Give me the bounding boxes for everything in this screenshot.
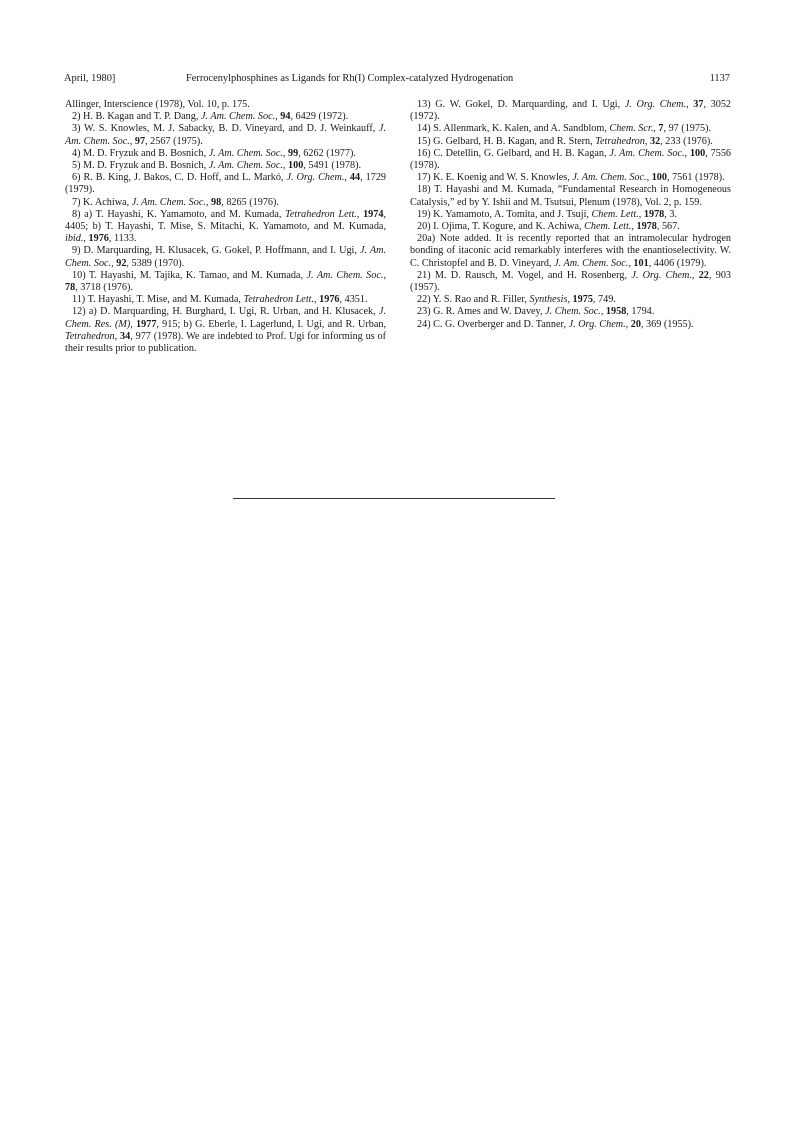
reference-24: 24) C. G. Overberger and D. Tanner, J. Org. Chem., 20, 369 (1955).	[417, 318, 694, 330]
reference-20: 20) I. Ojima, T. Kogure, and K. Achiwa, Chem. Lett., 1978, 567.	[417, 221, 680, 233]
reference-15: 15) G. Gelbard, H. B. Kagan, and R. Stern, Tetrahedron, 32, 233 (1976).	[417, 135, 713, 147]
issue-date: April, 1980]	[64, 73, 116, 84]
references-left-column	[65, 99, 386, 355]
running-header	[64, 73, 730, 89]
reference-4: 4) M. D. Fryzuk and B. Bosnich, J. Am. Chem. Soc., 99, 6262 (1977).	[72, 147, 356, 159]
reference-11: 11) T. Hayashi, T. Mise, and M. Kumada, Tetrahedron Lett., 1976, 4351.	[72, 294, 368, 306]
reference-23: 23) G. R. Ames and W. Davey, J. Chem. Soc., 1958, 1794.	[417, 306, 655, 318]
reference-7: 7) K. Achiwa, J. Am. Chem. Soc., 98, 8265 (1976).	[72, 196, 279, 208]
reference-16: 16) C. Detellin, G. Gelbard, and H. B. Kagan, J. Am. Chem. Soc., 100, 7556 (1978).	[410, 147, 732, 172]
reference-20a: 20a) Note added. It is recently reported that an intramolecular hydrogen bonding of itaconic acid remarkably interferes with the enantioselectivity. W. C. Christopfel and B. D. Vineyard, J. Am. Chem. Soc., 101, 4406 (1979).	[410, 233, 731, 269]
references-right-column	[410, 99, 731, 331]
running-title: Ferrocenylphosphines as Ligands for Rh(I) Complex-catalyzed Hydrogenation	[186, 73, 514, 84]
reference-3: 3) W. S. Knowles, M. J. Sabacky, B. D. Vineyard, and D. J. Weinkauff, J. Am. Chem. Soc., 97, 2567 (1975).	[65, 123, 386, 147]
reference-17: 17) K. E. Koenig and W. S. Knowles, J. Am. Chem. Soc., 100, 7561 (1978).	[417, 172, 725, 184]
reference-2: 2) H. B. Kagan and T. P. Dang, J. Am. Chem. Soc., 94, 6429 (1972).	[72, 111, 349, 123]
reference-19: 19) K. Yamamoto, A. Tomita, and J. Tsuji, Chem. Lett., 1978, 3.	[417, 208, 677, 220]
reference-5: 5) M. D. Fryzuk and B. Bosnich, J. Am. Chem. Soc., 100, 5491 (1978).	[72, 160, 362, 172]
reference-continuation: Allinger, Interscience (1978), Vol. 10, p. 175.	[65, 99, 250, 110]
end-rule	[233, 498, 555, 499]
page-number: 1137	[709, 73, 730, 84]
reference-14: 14) S. Allenmark, K. Kalen, and A. Sandblom, Chem. Scr., 7, 97 (1975).	[417, 123, 712, 135]
reference-12: 12) a) D. Marquarding, H. Burghard, I. Ugi, R. Urban, and H. Klusacek, J. Chem. Res. (M), 1977, 915; b) G. Eberle, I. Lagerlund, I. Ugi, and R. Urban, Tetrahedron, 34, 977 (1978). We are indebted to Prof. Ugi for informing us of their results prior to publication.	[65, 306, 387, 355]
reference-18: 18) T. Hayashi and M. Kumada, “Fundamental Research in Homogeneous Catalysis,” ed by Y. Ishii and M. Tsutsui, Plenum (1978), Vol. 2, p. 159.	[410, 184, 731, 208]
reference-13: 13) G. W. Gokel, D. Marquarding, and I. Ugi, J. Org. Chem., 37, 3052 (1972).	[410, 99, 732, 123]
reference-9: 9) D. Marquarding, H. Klusacek, G. Gokel, P. Hoffmann, and I. Ugi, J. Am. Chem. Soc., 92, 5389 (1970).	[65, 245, 386, 269]
reference-21: 21) M. D. Rausch, M. Vogel, and H. Rosenberg, J. Org. Chem., 22, 903 (1957).	[410, 269, 732, 294]
reference-10: 10) T. Hayashi, M. Tajika, K. Tamao, and M. Kumada, J. Am. Chem. Soc., 78, 3718 (1976).	[65, 269, 386, 294]
reference-8: 8) a) T. Hayashi, K. Yamamoto, and M. Kumada, Tetrahedron Lett., 1974, 4405; b) T. Hayashi, T. Mise, S. Mitachi, K. Yamamoto, and M. Kumada, ibid., 1976, 1133.	[65, 208, 386, 245]
reference-22: 22) Y. S. Rao and R. Filler, Synthesis, 1975, 749.	[417, 294, 616, 306]
reference-6: 6) R. B. King, J. Bakos, C. D. Hoff, and L. Markó, J. Org. Chem., 44, 1729 (1979).	[65, 172, 387, 196]
